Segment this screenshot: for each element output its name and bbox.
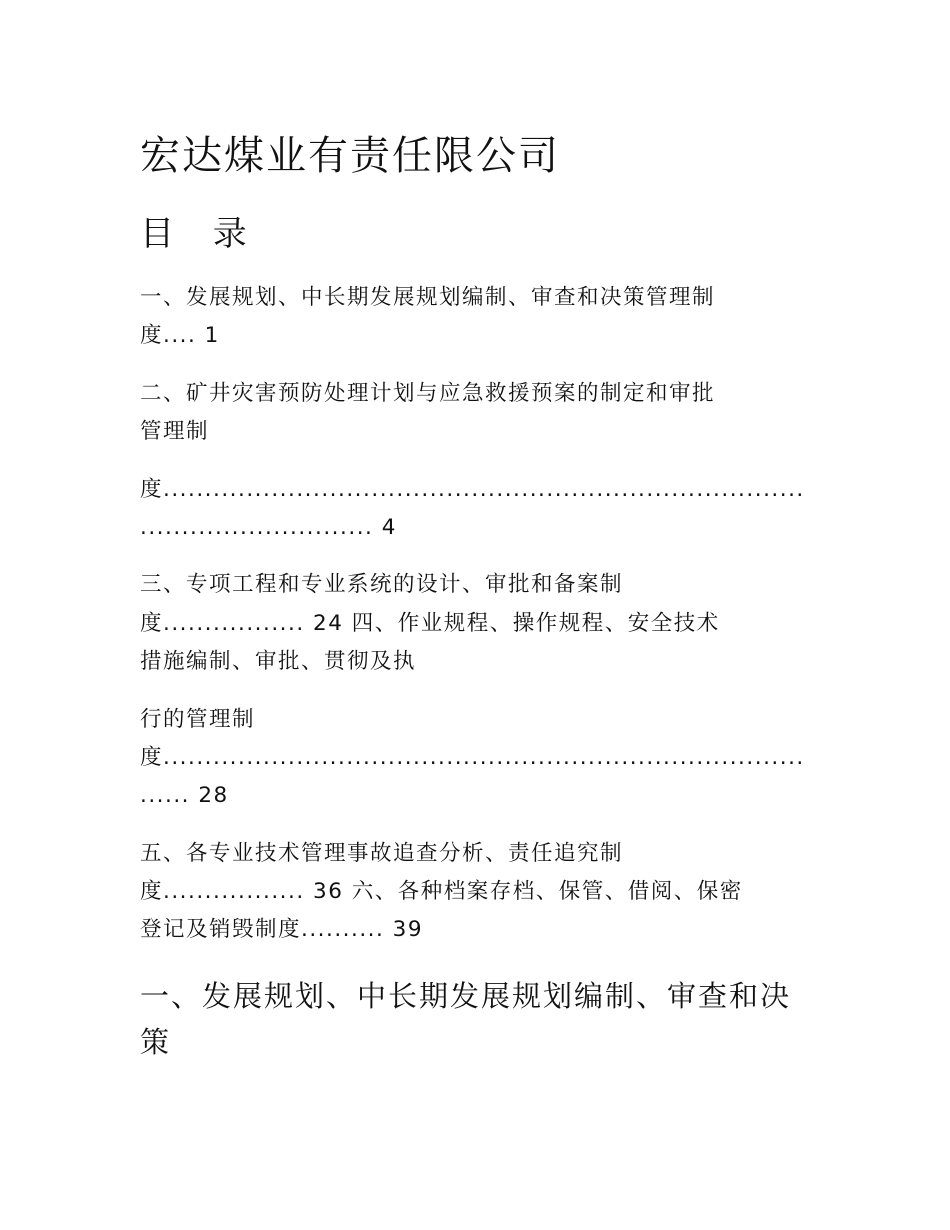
- toc-line: 措施编制、审批、贯彻及执: [140, 649, 417, 674]
- toc-line: ............................ 4: [140, 515, 397, 540]
- toc-line: 一、发展规划、中长期发展规划编制、审查和决策管理制: [140, 285, 716, 310]
- toc-line: 度.... 1: [140, 323, 220, 348]
- document-page: [140, 0, 820, 1230]
- toc-line: 行的管理制: [140, 707, 256, 732]
- toc-line: 二、矿井灾害预防处理计划与应急救援预案的制定和审批: [140, 381, 716, 406]
- toc-line: 管理制: [140, 419, 210, 444]
- toc-title: 目 录: [140, 214, 261, 254]
- section-heading: 一、发展规划、中长期发展规划编制、审查和决: [140, 979, 792, 1013]
- toc-line: 度................. 36 六、各种档案存档、保管、借阅、保密: [140, 879, 743, 904]
- toc-line: 度................. 24 四、作业规程、操作规程、安全技术: [140, 611, 720, 636]
- toc-line: 度.............................................................................: [140, 477, 805, 502]
- toc-line: ...... 28: [140, 783, 229, 808]
- company-title: 宏达煤业有责任限公司: [140, 133, 560, 179]
- toc-line: 三、专项工程和专业系统的设计、审批和备案制: [140, 572, 624, 597]
- section-heading: 策: [140, 1025, 172, 1059]
- toc-line: 度.............................................................................: [140, 745, 805, 770]
- toc-line: 登记及销毁制度.......... 39: [140, 917, 424, 942]
- toc-line: 五、各专业技术管理事故追查分析、责任追究制: [140, 841, 624, 866]
